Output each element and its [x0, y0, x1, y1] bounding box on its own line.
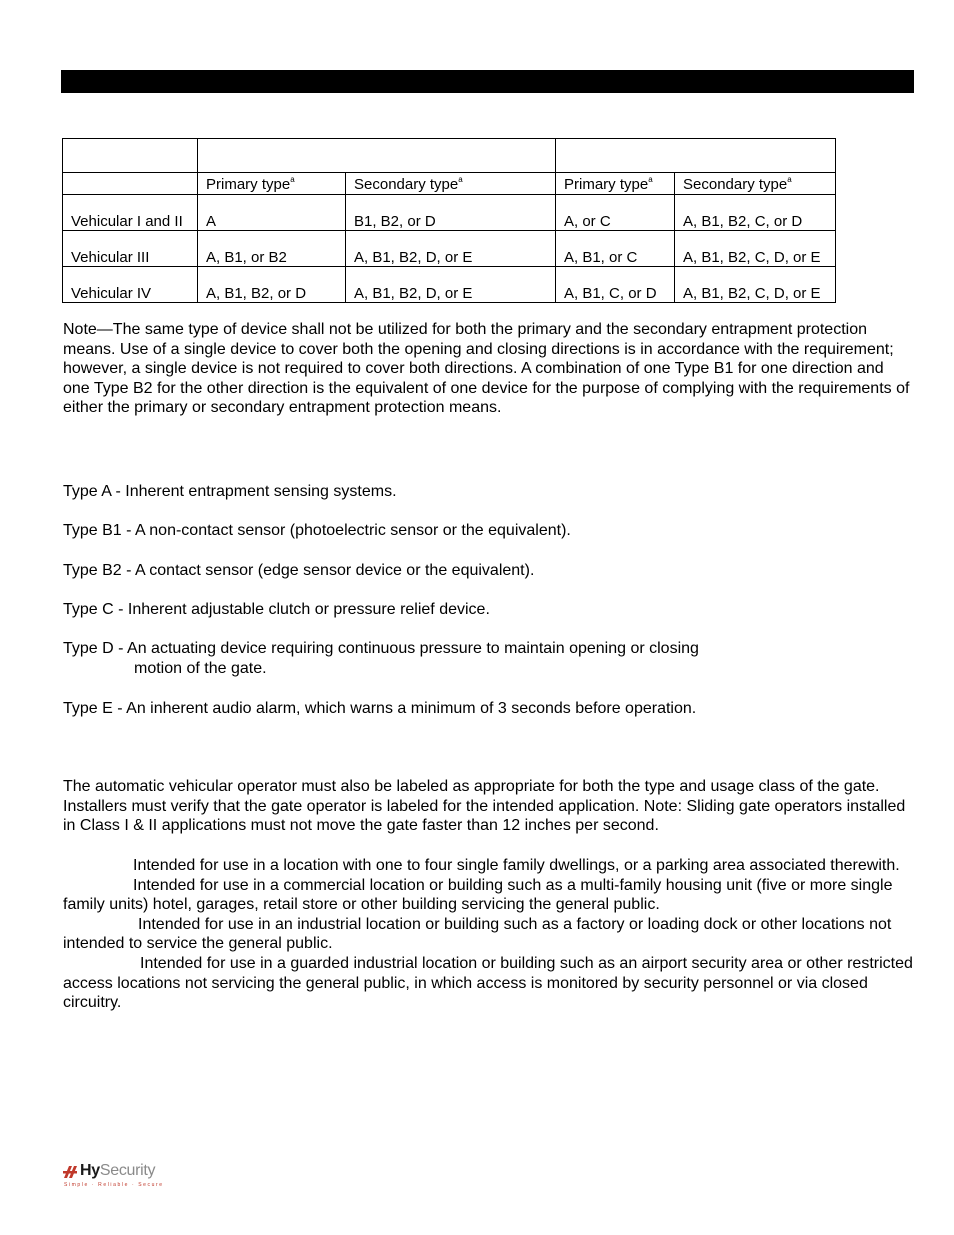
cell-slide-secondary: A, B1, B2, C, D, or E — [675, 231, 836, 267]
table-row — [63, 195, 836, 231]
row-class: Vehicular IV — [63, 267, 198, 303]
type-e-definition: Type E - An inherent audio alarm, which warns a minimum of 3 seconds before operation. — [63, 700, 697, 717]
subheader-primary — [198, 173, 346, 195]
footnote-mark: a — [787, 175, 792, 184]
class-i-definition — [63, 856, 913, 876]
cell-swing-secondary: A, B1, B2, D, or E — [346, 267, 556, 303]
subheader-secondary-label: Secondary type — [354, 176, 459, 193]
cell-slide-primary: A, B1, or C — [556, 231, 675, 267]
cell-slide-primary: A, or C — [556, 195, 675, 231]
subheader-secondary — [675, 173, 836, 195]
class-iii-text: Intended for use in an industrial location or building such as a factory or loading dock or other locations not intended to service the general public. — [63, 915, 892, 953]
subheader-secondary-label: Secondary type — [683, 176, 788, 193]
type-d-line1: Type D - An actuating device requiring continuous pressure to maintain opening or closing — [63, 640, 699, 657]
cell-slide-primary: A, B1, C, or D — [556, 267, 675, 303]
table-row — [63, 231, 836, 267]
usage-class-list — [63, 856, 913, 1013]
table-header-cell-slide — [556, 139, 836, 173]
subheader-primary-label: Primary type — [564, 176, 649, 193]
type-d-definition — [63, 639, 699, 678]
footnote-mark: a — [290, 175, 295, 184]
entrapment-protection-table — [62, 138, 836, 303]
class-iv-definition — [63, 954, 913, 1013]
table-header-cell-swing — [198, 139, 556, 173]
subheader-primary-label: Primary type — [206, 176, 291, 193]
footnote-mark: a — [458, 175, 463, 184]
section-header-bar — [61, 70, 914, 93]
subheader-primary — [556, 173, 675, 195]
table-subheader-row — [63, 173, 836, 195]
cell-slide-secondary: A, B1, B2, C, or D — [675, 195, 836, 231]
table-header-cell-blank — [63, 139, 198, 173]
type-d-line2: motion of the gate. — [134, 659, 267, 677]
subheader-secondary — [346, 173, 556, 195]
hysecurity-logo-icon — [62, 1165, 78, 1179]
cell-swing-primary: A — [198, 195, 346, 231]
type-b2-definition: Type B2 - A contact sensor (edge sensor device or the equivalent). — [63, 562, 535, 579]
class-iv-text: Intended for use in a guarded industrial location or building such as an airport security area or other restricted access locations not servicing the general public, in which access is monitored by security personnel or via closed circuitry. — [63, 954, 913, 1012]
cell-swing-primary: A, B1, or B2 — [198, 231, 346, 267]
cell-swing-secondary: A, B1, B2, D, or E — [346, 231, 556, 267]
logo-tagline: Simple · Reliable · Secure — [64, 1182, 164, 1188]
table-row — [63, 267, 836, 303]
table-subheader-blank — [63, 173, 198, 195]
logo-wordmark: HySecurity — [80, 1162, 156, 1179]
cell-swing-secondary: B1, B2, or D — [346, 195, 556, 231]
row-class: Vehicular III — [63, 231, 198, 267]
footnote-mark: a — [648, 175, 653, 184]
cell-swing-primary: A, B1, B2, or D — [198, 267, 346, 303]
table-header-row — [63, 139, 836, 173]
hysecurity-logo — [62, 1162, 164, 1192]
class-ii-definition — [63, 876, 913, 915]
row-class: Vehicular I and II — [63, 195, 198, 231]
cell-slide-secondary: A, B1, B2, C, D, or E — [675, 267, 836, 303]
class-i-text: Intended for use in a location with one to four single family dwellings, or a parking area associated therewith. — [133, 857, 900, 874]
table-note: Note—The same type of device shall not be utilized for both the primary and the secondary entrapment protection means. Use of a single device to cover both the opening and closing directions is in accordance with the requirement; however, a single device is not required to cover both directions. A combination of one Type B1 for one direction and one Type B2 for the other direction is the equivalent of one device for the purpose of complying with the requirements of either the primary or secondary entrapment protection means. — [63, 321, 910, 417]
type-c-definition: Type C - Inherent adjustable clutch or pressure relief device. — [63, 601, 490, 618]
class-iii-definition — [63, 915, 913, 954]
class-ii-text: Intended for use in a commercial location or building such as a multi-family housing unit (five or more single family units) hotel, garages, retail store or other building servicing the general public. — [63, 876, 893, 914]
labeling-paragraph: The automatic vehicular operator must also be labeled as appropriate for both the type and usage class of the gate. Installers must verify that the gate operator is labeled for the intended application. Note: Sliding gate operators installed in Class I & II applications must not move the gate faster than 12 inches per second. — [63, 778, 906, 835]
type-b1-definition: Type B1 - A non-contact sensor (photoelectric sensor or the equivalent). — [63, 522, 571, 539]
type-a-definition: Type A - Inherent entrapment sensing systems. — [63, 483, 397, 500]
